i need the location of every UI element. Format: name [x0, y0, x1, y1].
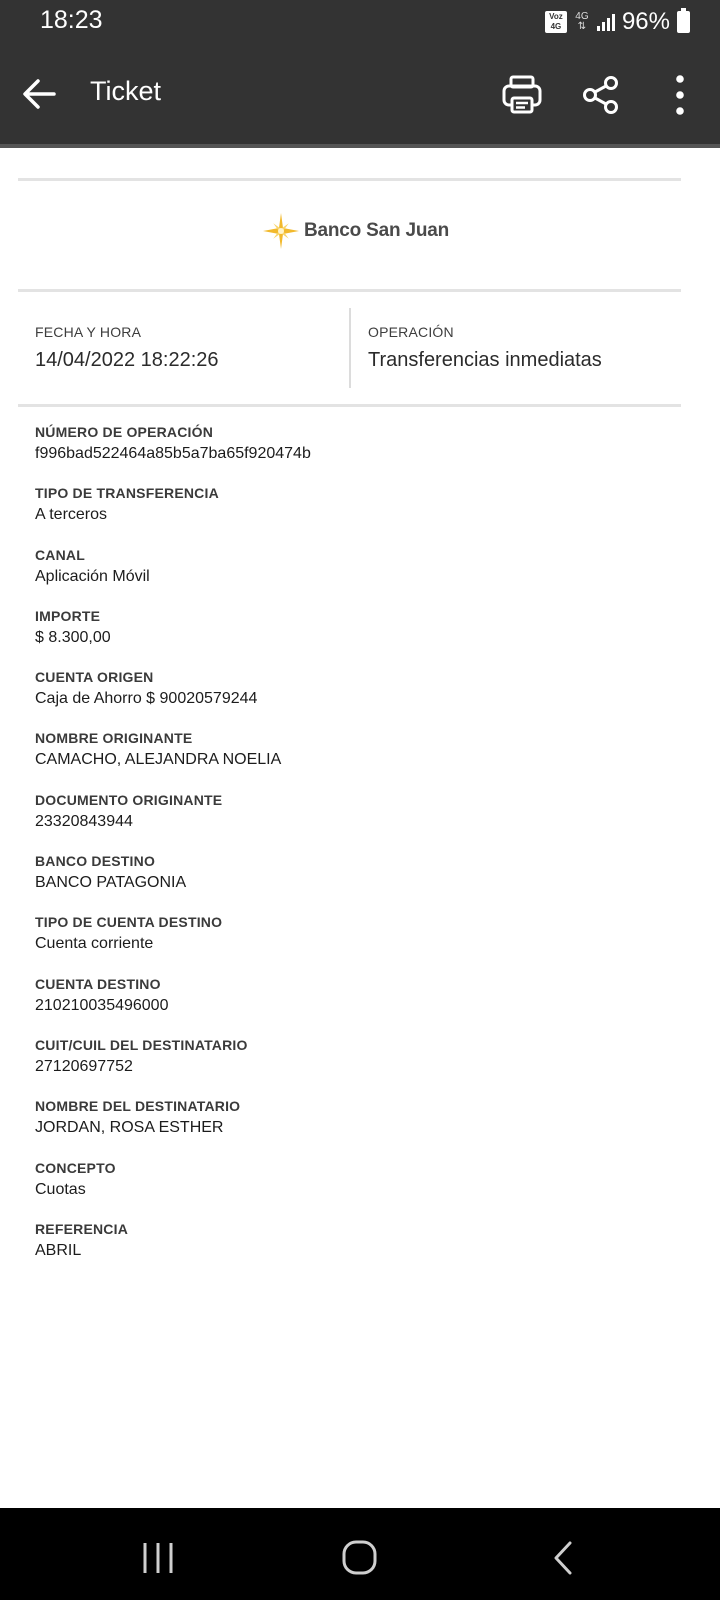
field-value: 23320843944 — [35, 812, 133, 830]
battery-percent: 96% — [621, 8, 670, 35]
field-value: $ 8.300,00 — [35, 628, 111, 646]
more-options-button[interactable] — [657, 72, 703, 118]
date-block — [35, 324, 219, 372]
ticket-fields — [35, 424, 675, 1282]
field-value: ABRIL — [35, 1241, 82, 1259]
more-vert-icon — [657, 72, 703, 118]
status-indicators — [545, 7, 690, 37]
field-label: CUENTA DESTINO — [35, 975, 161, 992]
bank-logo — [262, 212, 449, 250]
network-type-label: 4G — [575, 11, 589, 22]
field-recipient-cuit — [35, 1037, 675, 1098]
share-button[interactable] — [578, 72, 624, 118]
field-label: TIPO DE TRANSFERENCIA — [35, 485, 219, 502]
field-origin-account — [35, 669, 675, 730]
top-divider — [18, 178, 681, 181]
field-operation-number — [35, 424, 675, 485]
field-transfer-type — [35, 485, 675, 546]
field-value: f996bad522464a85b5a7ba65f920474b — [35, 445, 311, 462]
print-button[interactable] — [499, 72, 545, 118]
field-label: DOCUMENTO ORIGINANTE — [35, 791, 223, 808]
operation-block — [368, 324, 602, 372]
back-chevron-icon — [540, 1538, 588, 1578]
field-amount — [35, 608, 675, 669]
field-value: Cuotas — [35, 1180, 86, 1198]
field-label: IMPORTE — [35, 607, 101, 624]
meta-divider — [349, 308, 351, 388]
share-icon — [578, 72, 624, 118]
status-time: 18:23 — [40, 6, 103, 34]
field-label: NOMBRE ORIGINANTE — [35, 730, 193, 747]
field-label: NOMBRE DEL DESTINATARIO — [35, 1098, 241, 1115]
back-button[interactable] — [18, 74, 60, 114]
date-label: FECHA Y HORA — [35, 324, 142, 340]
arrow-left-icon — [18, 74, 60, 114]
field-destination-account-type — [35, 914, 675, 975]
field-label: CANAL — [35, 546, 85, 563]
volte-icon: Voz 4G — [545, 11, 567, 33]
field-value: BANCO PATAGONIA — [35, 874, 187, 892]
field-label: REFERENCIA — [35, 1220, 129, 1237]
field-value: Aplicación Móvil — [35, 567, 150, 585]
signal-icon — [597, 13, 615, 31]
field-value: 27120697752 — [35, 1057, 133, 1075]
operation-value: Transferencias inmediatas — [368, 349, 602, 371]
field-value: CAMACHO, ALEJANDRA NOELIA — [35, 751, 282, 769]
field-label: NÚMERO DE OPERACIÓN — [35, 424, 214, 440]
field-label: CONCEPTO — [35, 1159, 116, 1176]
field-label: BANCO DESTINO — [35, 853, 156, 870]
field-reference — [35, 1221, 675, 1282]
field-value: Caja de Ahorro $ 90020579244 — [35, 690, 258, 708]
battery-icon — [677, 11, 690, 33]
sun-star-logo — [262, 212, 300, 250]
home-button[interactable] — [336, 1538, 384, 1578]
system-nav-bar — [0, 1508, 720, 1600]
field-originator-name — [35, 730, 675, 791]
meta-bottom-divider — [18, 404, 681, 407]
status-bar — [0, 0, 720, 44]
field-originator-document — [35, 792, 675, 853]
date-value: 14/04/2022 18:22:26 — [35, 349, 219, 371]
field-destination-bank — [35, 853, 675, 914]
field-value: JORDAN, ROSA ESTHER — [35, 1119, 224, 1137]
recents-icon — [135, 1538, 183, 1578]
operation-label: OPERACIÓN — [368, 324, 454, 340]
app-title: Ticket — [90, 76, 162, 106]
system-back-button[interactable] — [540, 1538, 588, 1578]
field-label: CUENTA ORIGEN — [35, 669, 154, 686]
field-recipient-name — [35, 1098, 675, 1159]
network-type-icon: 4G ⇅ — [575, 11, 589, 32]
field-value: Cuenta corriente — [35, 935, 154, 953]
print-icon — [499, 72, 545, 118]
bank-name: Banco San Juan — [304, 220, 450, 241]
field-concept — [35, 1160, 675, 1221]
field-value: A terceros — [35, 506, 108, 524]
field-destination-account — [35, 976, 675, 1037]
recents-button[interactable] — [135, 1538, 183, 1578]
logo-divider — [18, 289, 681, 292]
app-bar — [0, 44, 720, 148]
home-icon — [336, 1538, 384, 1578]
field-value: 210210035496000 — [35, 996, 169, 1014]
field-label: TIPO DE CUENTA DESTINO — [35, 914, 223, 931]
field-channel — [35, 547, 675, 608]
field-label: CUIT/CUIL DEL DESTINATARIO — [35, 1036, 248, 1053]
